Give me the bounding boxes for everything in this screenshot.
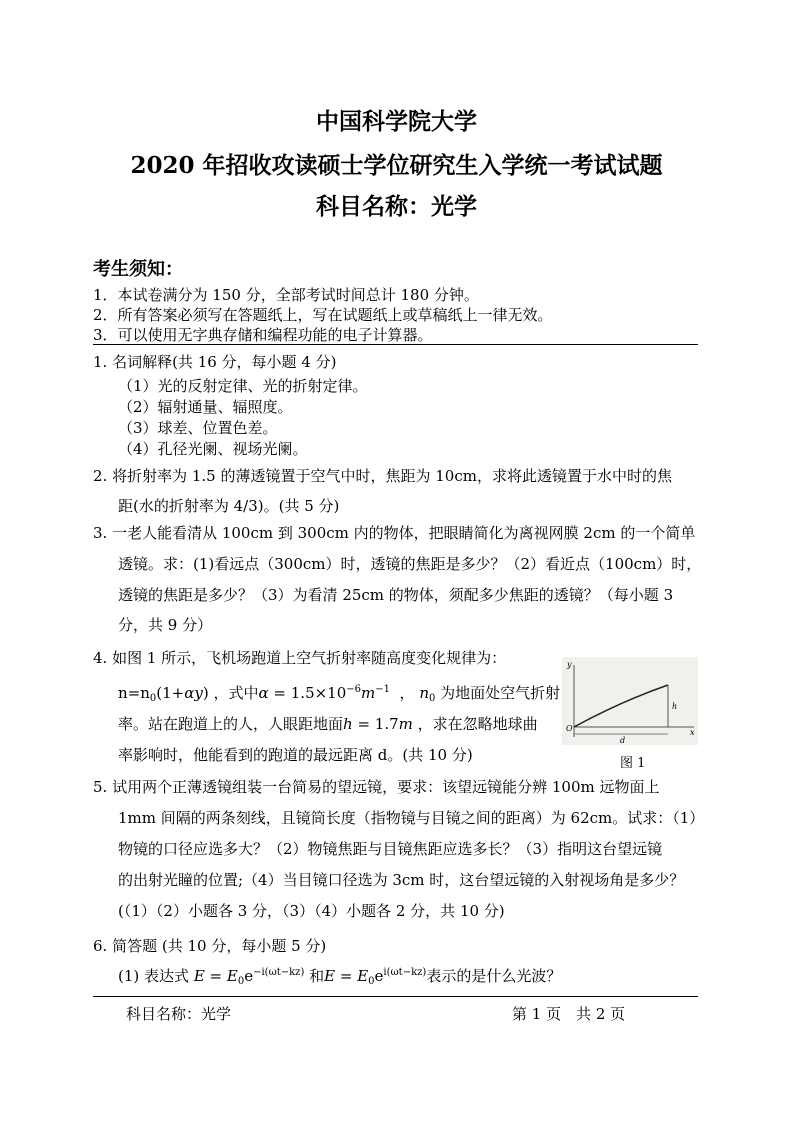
q1-stem: 1. 名词解释(共 16 分，每小题 4 分) <box>93 353 337 371</box>
figure-1-diagram <box>562 657 698 745</box>
q4-exp2: −1 <box>375 684 391 695</box>
q3-line-1: 3. 一老人能看清从 100cm 到 300cm 内的物体，把眼睛简化为离视网膜 2cm 的一个简单 <box>93 524 696 542</box>
q2-line-1: 2. 将折射率为 1.5 的薄透镜置于空气中时，焦距为 10cm，求将此透镜置于水中时的焦 <box>93 467 672 485</box>
q6-stem: 6. 简答题 (共 10 分，每小题 5 分) <box>93 937 327 955</box>
q4-unit-m: m <box>361 684 376 702</box>
subject-title: 科目名称：光学 <box>316 193 477 220</box>
fig-h-label: h <box>672 702 678 711</box>
q2-line-2: 距(水的折射率为 4/3)。(共 5 分) <box>118 497 340 515</box>
q4-where: ，式中 <box>213 684 259 702</box>
notice-item-1: 1．本试卷满分为 150 分，全部考试时间总计 180 分钟。 <box>93 286 479 304</box>
q1-item-3: （3）球差、位置色差。 <box>118 419 278 437</box>
q4-eq-val: = 1.5×10 <box>268 684 347 702</box>
q4-sub-0: 0 <box>149 693 157 704</box>
q6-eq-b: = <box>335 967 358 985</box>
q1-item-2: （2）辐射通量、辐照度。 <box>118 398 293 416</box>
q6-and: 和 <box>304 967 325 985</box>
q6-suffix: 表示的是什么光波？ <box>426 967 562 985</box>
q4-alpha: α <box>184 684 195 702</box>
q6-E-a: E <box>193 967 205 985</box>
q4-n0-text: 为地面处空气折射 <box>440 684 561 702</box>
q5-line-3: 物镜的口径应选多大？（2）物镜焦距与目镜焦距应选多长？（3）指明这台望远镜 <box>118 840 663 858</box>
q4-formula-paren: (1+ <box>156 684 185 702</box>
notice-item-3: 3．可以使用无字典存储和编程功能的电子计算器。 <box>93 326 433 344</box>
footer-subject: 科目名称：光学 <box>126 1005 232 1023</box>
q1-item-4: （4）孔径光阑、视场光阑。 <box>118 440 308 458</box>
q1-item-1: （1）光的反射定律、光的折射定律。 <box>118 377 368 395</box>
q6-exp-b: i(ωt−kz) <box>383 967 427 978</box>
fig-origin-label: O <box>566 724 573 733</box>
q4-line3a: 率。站在跑道上的人，人眼距地面 <box>118 715 344 733</box>
q4-line-3 <box>118 714 538 734</box>
q4-formula-n: n=n <box>118 684 150 702</box>
fig-x-label: x <box>690 728 695 737</box>
q4-line-2: $n=n_0(1+\alpha y)$ ，式中$\alpha = 1.5\times 10^{-6}m^{-1}$ ， $n_0$ 为地面处空气折射 <box>118 684 561 704</box>
figure-1 <box>562 657 698 745</box>
q4-h-unit: m <box>398 715 413 733</box>
notice-divider <box>93 344 698 345</box>
q4-n0: n <box>419 684 429 702</box>
fig-y-label: y <box>567 660 572 669</box>
q4-line-4: 率影响时，他能看到的跑道的最远距离 d。(共 10 分) <box>118 746 473 764</box>
q3-line-3: 透镜的焦距是多少？（3）为看清 25cm 的物体，须配多少焦距的透镜？（每小题 3 <box>118 586 674 604</box>
q6-e-a: e <box>244 967 254 985</box>
footer-divider <box>93 996 698 997</box>
q3-line-4: 分，共 9 分） <box>118 616 213 634</box>
q6-eq-a: = <box>204 967 227 985</box>
q4-exp: −6 <box>346 684 362 695</box>
q5-line-1: 5. 试用两个正薄透镜组装一台简易的望远镜，要求：该望远镜能分辨 100m 远物面上 <box>93 778 660 796</box>
q6-E0-b: E <box>357 967 369 985</box>
q4-close: ) <box>202 684 209 702</box>
q6-zero-a: 0 <box>237 976 245 987</box>
q5-line-2: 1mm 间隔的两条刻线，且镜筒长度（指物镜与目镜之间的距离）为 62cm。试求：（1） <box>118 809 705 827</box>
figure-1-caption: 图 1 <box>620 756 646 771</box>
q4-h: h <box>343 715 353 733</box>
notice-item-2: 2．所有答案必须写在答题纸上，写在试题纸上或草稿纸上一律无效。 <box>93 306 553 324</box>
notice-heading: 考生须知： <box>93 259 183 280</box>
q4-h-val: = 1.7 <box>352 715 399 733</box>
footer-page: 第 1 页 共 2 页 <box>512 1005 626 1023</box>
q3-line-2: 透镜。求：(1)看远点（300cm）时，透镜的焦距是多少？（2）看近点（100cm）时， <box>118 555 702 573</box>
q4-y: y <box>194 684 203 702</box>
q6-E-b: E <box>324 967 336 985</box>
q6-e-b: e <box>374 967 384 985</box>
q5-line-4: 的出射光瞳的位置;（4）当目镜口径选为 3cm 时，这台望远镜的入射视场角是多少？ <box>118 871 685 889</box>
university-title: 中国科学院大学 <box>316 108 477 135</box>
q4-n0-sub: 0 <box>429 693 436 704</box>
fig-d-label: d <box>620 736 626 745</box>
q6-E0-a: E <box>226 967 238 985</box>
q6-exp-a: −i(ωt−kz) <box>253 967 305 978</box>
q4-line-1: 4. 如图 1 所示，飞机场跑道上空气折射率随高度变化规律为： <box>93 649 507 667</box>
ray-curve <box>574 685 668 727</box>
q6-prefix: (1) 表达式 <box>118 967 190 985</box>
q6-zero-b: 0 <box>368 976 375 987</box>
q4-line3b: ，求在忽略地球曲 <box>417 715 538 733</box>
q6-sub-1 <box>118 963 561 992</box>
q5-line-5: (（1）（2）小题各 3 分，（3）（4）小题各 2 分，共 10 分) <box>118 902 505 920</box>
exam-title: 2020 年招收攻读硕士学位研究生入学统一考试试题 <box>130 152 663 179</box>
q4-alpha-eq: α <box>258 684 269 702</box>
